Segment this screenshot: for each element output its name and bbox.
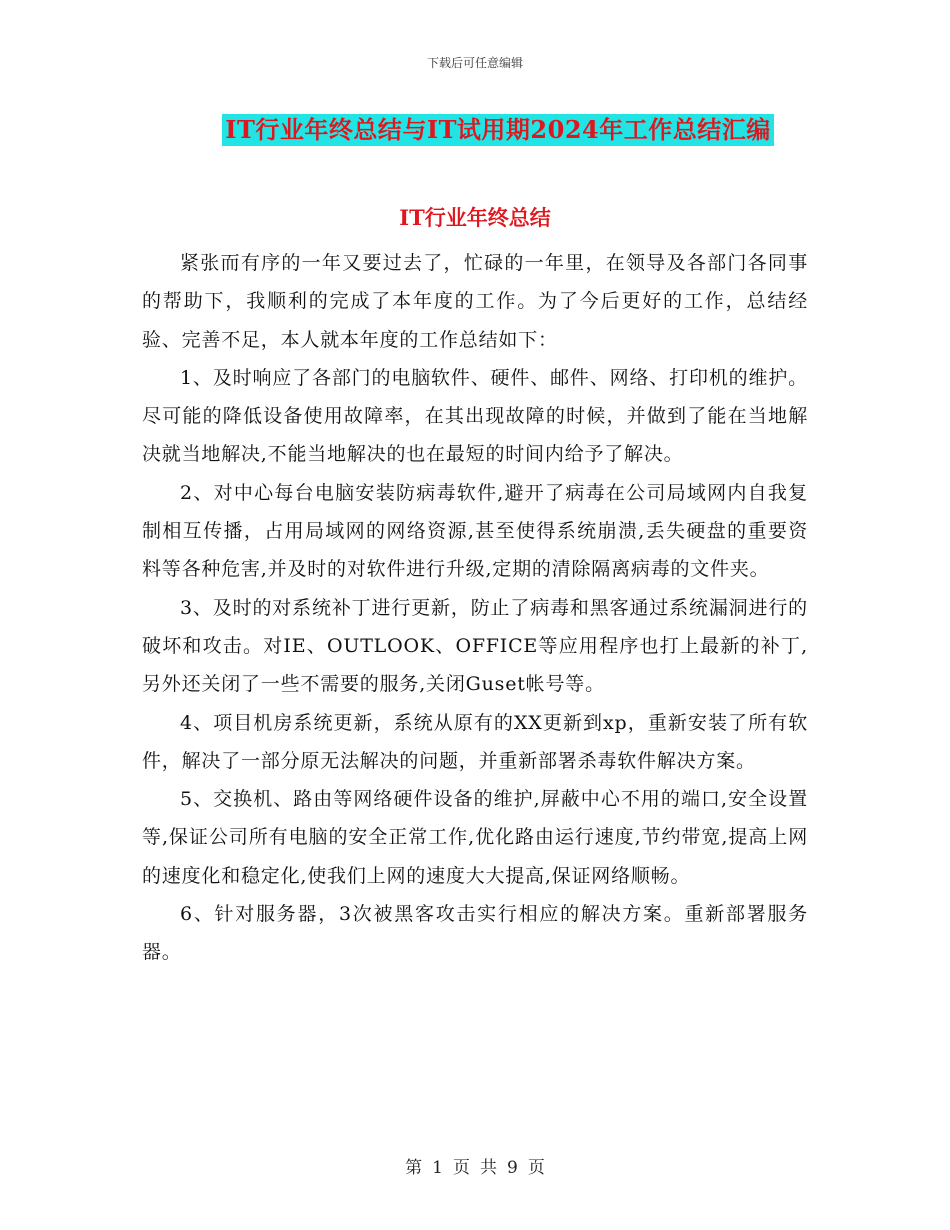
total-pages: 9	[507, 1158, 518, 1178]
section-title: IT行业年终总结	[399, 205, 551, 230]
paragraph-item-2: 2、对中心每台电脑安装防病毒软件,避开了病毒在公司局域网内自我复制相互传播，占用局域网的网络资源,甚至使得系统崩溃,丢失硬盘的重要资料等各种危害,并及时的对软件进行升级,定期的清除隔离病毒的文件夹。	[142, 481, 808, 581]
header-note: 下载后可任意编辑	[426, 56, 523, 70]
paragraph-intro: 紧张而有序的一年又要过去了，忙碌的一年里，在领导及各部门各同事的帮助下，我顺利的完成了本年度的工作。为了今后更好的工作，总结经验、完善不足，本人就本年度的工作总结如下：	[142, 252, 808, 351]
paragraph-item-4: 4、项目机房系统更新，系统从原有的XX更新到xp，重新安装了所有软件，解决了一部分原无法解决的问题，并重新部署杀毒软件解决方案。	[142, 711, 808, 772]
paragraph-item-1: 1、及时响应了各部门的电脑软件、硬件、邮件、网络、打印机的维护。尽可能的降低设备使用故障率，在其出现故障的时候，并做到了能在当地解决就当地解决,不能当地解决的也在最短的时间内给予了解决。	[142, 366, 808, 466]
page-prefix: 第	[405, 1158, 423, 1178]
page-footer	[0, 1153, 950, 1178]
page-number: 1	[432, 1158, 443, 1178]
paragraph-item-5: 5、交换机、路由等网络硬件设备的维护,屏蔽中心不用的端口,安全设置等,保证公司所有电脑的安全正常工作,优化路由运行速度,节约带宽,提高上网的速度化和稳定化,使我们上网的速度大大提高,保证网络顺畅。	[142, 788, 808, 887]
page-mid: 页	[453, 1158, 470, 1178]
paragraph-item-6: 6、针对服务器，3次被黑客攻击实行相应的解决方案。重新部署服务器。	[142, 903, 808, 964]
paragraph-item-3: 3、及时的对系统补丁进行更新，防止了病毒和黑客通过系统漏洞进行的破坏和攻击。对IE、OUTLOOK、OFFICE等应用程序也打上最新的补丁,另外还关闭了一些不需要的服务,关闭Guset帐号等。	[142, 596, 808, 696]
total-suffix: 页	[527, 1158, 545, 1178]
document-body	[142, 244, 808, 972]
document-title: IT行业年终总结与IT试用期2024年工作总结汇编	[222, 114, 773, 146]
total-prefix: 共	[480, 1158, 497, 1178]
title-container	[0, 114, 950, 146]
